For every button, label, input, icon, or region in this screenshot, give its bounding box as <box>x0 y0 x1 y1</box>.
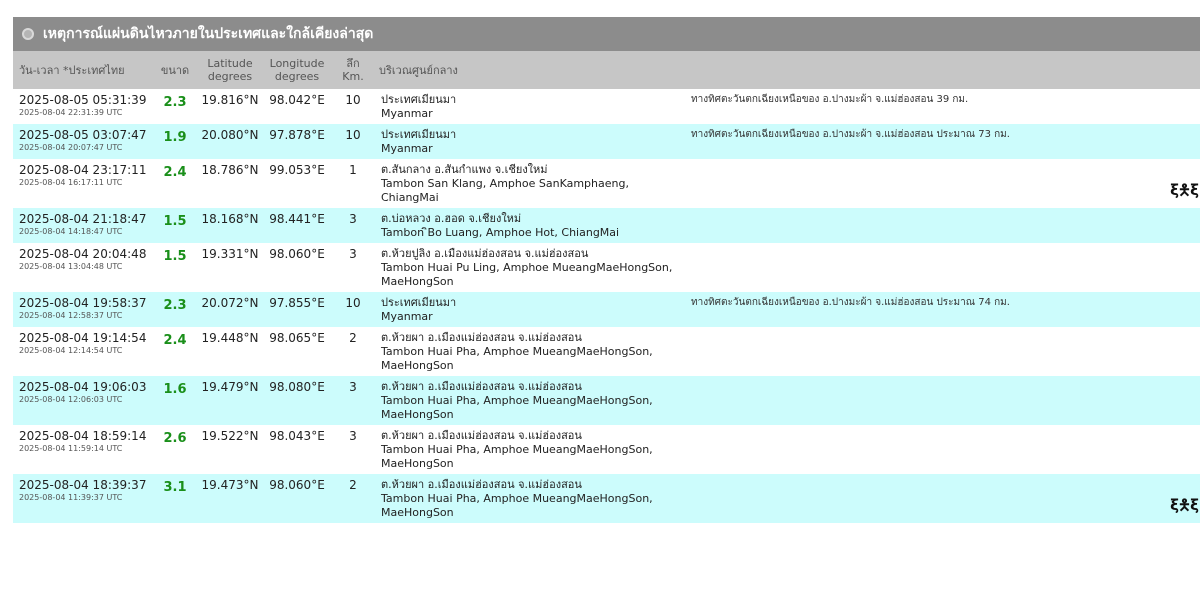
felt-cell <box>1159 124 1200 159</box>
epicenter-english-cont: MaeHongSon <box>381 359 454 372</box>
table-row[interactable] <box>13 425 1200 474</box>
datetime-cell[interactable] <box>13 89 151 124</box>
epicenter-cell <box>373 159 689 208</box>
magnitude-cell: 2.4 <box>163 333 187 348</box>
local-time[interactable]: 2025-08-04 18:39:37 <box>19 478 147 492</box>
depth-cell: 3 <box>349 212 357 226</box>
longitude-cell: 98.441°E <box>269 212 325 226</box>
longitude-cell: 98.080°E <box>269 380 325 394</box>
depth-cell: 10 <box>345 93 361 107</box>
epicenter-cell <box>373 292 689 327</box>
local-time[interactable]: 2025-08-05 03:07:47 <box>19 128 147 142</box>
distance-note <box>689 243 1159 292</box>
epicenter-thai: ต.ห้วยผา อ.เมืองแม่ฮ่องสอน จ.แม่ฮ่องสอน <box>381 429 582 442</box>
table-row[interactable] <box>13 208 1200 243</box>
table-row[interactable] <box>13 327 1200 376</box>
local-time[interactable]: 2025-08-04 21:18:47 <box>19 212 147 226</box>
datetime-cell[interactable] <box>13 159 151 208</box>
earthquake-panel <box>13 17 1200 600</box>
epicenter-cell <box>373 376 689 425</box>
epicenter-english-cont: MaeHongSon <box>381 408 454 421</box>
distance-note: ทางทิศตะวันตกเฉียงเหนือของ อ.ปางมะผ้า จ.แม่ฮ่องสอน ประมาณ 73 กม. <box>691 129 1010 140</box>
panel-title: เหตุการณ์แผ่นดินไหวภายในประเทศและใกล้เคียงล่าสุด <box>43 26 374 42</box>
table-row[interactable] <box>13 376 1200 425</box>
felt-cell <box>1159 376 1200 425</box>
epicenter-english: Tambon Huai Pha, Amphoe MueangMaeHongSon, <box>381 443 653 456</box>
magnitude-cell: 2.3 <box>163 95 187 110</box>
datetime-cell[interactable] <box>13 124 151 159</box>
distance-note <box>689 425 1159 474</box>
epicenter-thai: ประเทศเมียนมา <box>381 128 457 141</box>
longitude-cell: 98.060°E <box>269 478 325 492</box>
table-row[interactable] <box>13 243 1200 292</box>
distance-note: ทางทิศตะวันตกเฉียงเหนือของ อ.ปางมะผ้า จ.แม่ฮ่องสอน ประมาณ 74 กม. <box>691 297 1010 308</box>
latitude-cell: 19.479°N <box>201 380 259 394</box>
utc-time: 2025-08-04 20:07:47 UTC <box>19 143 123 152</box>
utc-time: 2025-08-04 13:04:48 UTC <box>19 262 123 271</box>
felt-cell <box>1159 292 1200 327</box>
latitude-cell: 19.448°N <box>201 331 259 345</box>
header-latitude[interactable] <box>199 51 261 89</box>
felt-cell <box>1159 89 1200 124</box>
felt-report-icon[interactable]: ξ🯅ξ <box>1170 496 1198 514</box>
epicenter-english-cont: MaeHongSon <box>381 457 454 470</box>
epicenter-english-cont: MaeHongSon <box>381 506 454 519</box>
latitude-cell: 19.816°N <box>201 93 259 107</box>
table-row[interactable] <box>13 474 1200 523</box>
header-latitude-label: Latitude <box>207 57 253 70</box>
header-depth[interactable] <box>333 51 373 89</box>
epicenter-cell <box>373 425 689 474</box>
epicenter-thai: ต.บ่อหลวง อ.ฮอด จ.เชียงใหม่ <box>381 212 522 225</box>
longitude-cell: 98.042°E <box>269 93 325 107</box>
depth-cell: 2 <box>349 478 357 492</box>
earthquake-table <box>13 51 1200 523</box>
longitude-cell: 97.855°E <box>269 296 325 310</box>
distance-note <box>689 208 1159 243</box>
utc-time: 2025-08-04 12:58:37 UTC <box>19 311 123 320</box>
header-felt <box>1159 51 1200 89</box>
epicenter-cell <box>373 89 689 124</box>
table-row[interactable] <box>13 292 1200 327</box>
magnitude-cell: 1.9 <box>163 130 187 145</box>
epicenter-english-cont: MaeHongSon <box>381 275 454 288</box>
distance-note <box>689 159 1159 208</box>
datetime-cell[interactable] <box>13 474 151 523</box>
header-magnitude[interactable]: ขนาด <box>160 63 190 77</box>
local-time[interactable]: 2025-08-04 23:17:11 <box>19 163 147 177</box>
distance-note <box>689 327 1159 376</box>
bullet-icon <box>22 28 34 40</box>
epicenter-thai: ต.สันกลาง อ.สันกำแพง จ.เชียงใหม่ <box>381 163 548 176</box>
local-time[interactable]: 2025-08-04 19:06:03 <box>19 380 147 394</box>
header-epicenter[interactable]: บริเวณศูนย์กลาง <box>379 63 458 77</box>
longitude-cell: 98.043°E <box>269 429 325 443</box>
felt-cell <box>1159 243 1200 292</box>
epicenter-cell <box>373 243 689 292</box>
felt-cell <box>1159 327 1200 376</box>
table-row[interactable] <box>13 159 1200 208</box>
table-row[interactable] <box>13 89 1200 124</box>
datetime-cell[interactable] <box>13 376 151 425</box>
longitude-cell: 97.878°E <box>269 128 325 142</box>
header-latitude-unit: degrees <box>207 70 253 83</box>
datetime-cell[interactable] <box>13 425 151 474</box>
datetime-cell[interactable] <box>13 208 151 243</box>
latitude-cell: 19.473°N <box>201 478 259 492</box>
local-time[interactable]: 2025-08-05 05:31:39 <box>19 93 147 107</box>
felt-cell <box>1159 159 1200 208</box>
utc-time: 2025-08-04 11:59:14 UTC <box>19 444 123 453</box>
epicenter-english: Tambon Huai Pha, Amphoe MueangMaeHongSon, <box>381 492 653 505</box>
epicenter-thai: ต.ห้วยผา อ.เมืองแม่ฮ่องสอน จ.แม่ฮ่องสอน <box>381 478 582 491</box>
depth-cell: 2 <box>349 331 357 345</box>
header-longitude[interactable] <box>261 51 333 89</box>
distance-note <box>689 376 1159 425</box>
epicenter-english: Tambon Huai Pha, Amphoe MueangMaeHongSon, <box>381 394 653 407</box>
epicenter-english: Myanmar <box>381 142 433 155</box>
epicenter-thai: ต.ห้วยผา อ.เมืองแม่ฮ่องสอน จ.แม่ฮ่องสอน <box>381 331 582 344</box>
latitude-cell: 20.072°N <box>201 296 259 310</box>
epicenter-english: Tambon Huai Pu Ling, Amphoe MueangMaeHongSon, <box>381 261 673 274</box>
panel-title-bar <box>13 17 1200 51</box>
epicenter-thai: ต.ห้วยผา อ.เมืองแม่ฮ่องสอน จ.แม่ฮ่องสอน <box>381 380 582 393</box>
longitude-cell: 98.065°E <box>269 331 325 345</box>
depth-cell: 10 <box>345 128 361 142</box>
depth-cell: 1 <box>349 163 357 177</box>
magnitude-cell: 1.5 <box>163 249 187 264</box>
epicenter-cell <box>373 474 689 523</box>
table-body <box>13 89 1200 523</box>
datetime-cell[interactable] <box>13 243 151 292</box>
latitude-cell: 19.522°N <box>201 429 259 443</box>
longitude-cell: 98.060°E <box>269 247 325 261</box>
latitude-cell: 18.168°N <box>201 212 259 226</box>
epicenter-cell <box>373 327 689 376</box>
utc-time: 2025-08-04 16:17:11 UTC <box>19 178 123 187</box>
depth-cell: 3 <box>349 380 357 394</box>
magnitude-cell: 1.5 <box>163 214 187 229</box>
epicenter-english: Tambon San Klang, Amphoe SanKamphaeng, <box>381 177 629 190</box>
epicenter-english: Myanmar <box>381 310 433 323</box>
depth-cell: 3 <box>349 429 357 443</box>
local-time[interactable]: 2025-08-04 19:14:54 <box>19 331 147 345</box>
latitude-cell: 19.331°N <box>201 247 259 261</box>
header-datetime[interactable]: วัน-เวลา *ประเทศไทย <box>19 63 125 77</box>
local-time[interactable]: 2025-08-04 19:58:37 <box>19 296 147 310</box>
distance-note <box>689 474 1159 523</box>
distance-note: ทางทิศตะวันตกเฉียงเหนือของ อ.ปางมะผ้า จ.แม่ฮ่องสอน 39 กม. <box>691 94 969 105</box>
local-time[interactable]: 2025-08-04 18:59:14 <box>19 429 147 443</box>
epicenter-cell <box>373 208 689 243</box>
magnitude-cell: 2.3 <box>163 298 187 313</box>
epicenter-english-cont: ChiangMai <box>381 191 439 204</box>
magnitude-cell: 2.4 <box>163 165 187 180</box>
epicenter-english: Myanmar <box>381 107 433 120</box>
epicenter-english: Tambon ิBo Luang, Amphoe Hot, ChiangMai <box>381 226 620 239</box>
epicenter-english: Tambon Huai Pha, Amphoe MueangMaeHongSon, <box>381 345 653 358</box>
header-depth-label: ลึก <box>346 57 360 70</box>
felt-cell <box>1159 208 1200 243</box>
table-row[interactable] <box>13 124 1200 159</box>
felt-report-icon[interactable]: ξ🯅ξ <box>1170 181 1198 199</box>
utc-time: 2025-08-04 22:31:39 UTC <box>19 108 123 117</box>
header-depth-unit: Km. <box>342 70 364 83</box>
datetime-cell[interactable] <box>13 327 151 376</box>
magnitude-cell: 1.6 <box>163 382 187 397</box>
utc-time: 2025-08-04 11:39:37 UTC <box>19 493 123 502</box>
header-longitude-label: Longitude <box>269 57 325 70</box>
felt-cell <box>1159 425 1200 474</box>
epicenter-cell <box>373 124 689 159</box>
utc-time: 2025-08-04 12:14:54 UTC <box>19 346 123 355</box>
utc-time: 2025-08-04 12:06:03 UTC <box>19 395 123 404</box>
epicenter-thai: ต.ห้วยปูลิง อ.เมืองแม่ฮ่องสอน จ.แม่ฮ่องสอน <box>381 247 589 260</box>
local-time[interactable]: 2025-08-04 20:04:48 <box>19 247 147 261</box>
felt-cell <box>1159 474 1200 523</box>
depth-cell: 3 <box>349 247 357 261</box>
magnitude-cell: 2.6 <box>163 431 187 446</box>
latitude-cell: 18.786°N <box>201 163 259 177</box>
epicenter-thai: ประเทศเมียนมา <box>381 296 457 309</box>
magnitude-cell: 3.1 <box>163 480 187 495</box>
depth-cell: 10 <box>345 296 361 310</box>
longitude-cell: 99.053°E <box>269 163 325 177</box>
epicenter-thai: ประเทศเมียนมา <box>381 93 457 106</box>
header-longitude-unit: degrees <box>274 70 320 83</box>
latitude-cell: 20.080°N <box>201 128 259 142</box>
header-note <box>689 51 1159 89</box>
utc-time: 2025-08-04 14:18:47 UTC <box>19 227 123 236</box>
table-header-row <box>13 51 1200 89</box>
datetime-cell[interactable] <box>13 292 151 327</box>
